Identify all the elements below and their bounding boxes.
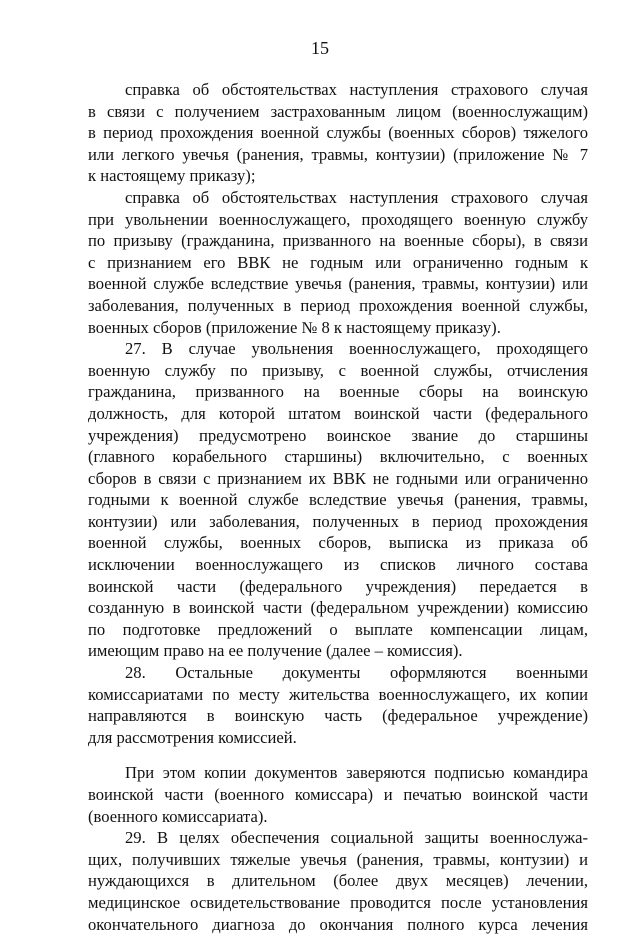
page-number: 15 <box>311 38 329 58</box>
text-line: контузии) или заболевания, полученных в период прохождения <box>88 511 588 531</box>
text-line: (главного корабельного старшины) включительно, с военных <box>88 447 588 467</box>
text-line: или легкого увечья (ранения, травмы, контузии) (приложение № 7 <box>88 144 588 164</box>
text-line: к настоящему приказу); <box>88 166 256 186</box>
paragraph-28-note <box>88 762 588 827</box>
text-line: имеющим право на ее получение (далее – комиссия). <box>88 641 463 661</box>
text-line: военной службе вследствие увечья (ранения, травмы, контузии) или <box>88 274 588 294</box>
document-body <box>88 79 588 935</box>
text-line: направляются в воинскую часть (федеральное учреждение) <box>88 706 588 726</box>
text-line: сборов в связи с признанием их ВВК не годными или ограниченно <box>88 468 588 488</box>
text-line: справка об обстоятельствах наступления страхового случая <box>125 80 588 99</box>
text-line: нуждающихся в длительном (более двух месяцев) лечении, <box>88 871 588 891</box>
text-line: годными к военной службе вследствие увечья (ранения, травмы, <box>88 490 588 510</box>
text-line: окончательного диагноза до окончания полного курса лечения <box>88 914 588 934</box>
text-line: 29. В целях обеспечения социальной защиты военнослужа- <box>125 828 588 848</box>
text-line: заболевания, полученных в период прохождения военной службы, <box>88 295 588 315</box>
text-line: гражданина, призванного на военные сборы на воинскую <box>88 382 588 402</box>
paragraph-certificate-discharge <box>88 187 588 338</box>
text-line: справка об обстоятельствах наступления страхового случая <box>125 187 588 207</box>
text-line: в связи с получением застрахованным лицом (военнослужащим) <box>88 101 588 121</box>
text-line: с признанием его ВВК не годным или ограниченно годным к <box>88 252 588 272</box>
text-line: учреждения) предусмотрено воинское звание до старшины <box>88 425 588 445</box>
text-line: медицинское освидетельствование проводится после установления <box>88 892 588 912</box>
text-line: для рассмотрения комиссией. <box>88 727 297 747</box>
paragraph-28 <box>88 662 588 748</box>
text-line: 28. Остальные документы оформляются военными <box>125 663 588 683</box>
text-line: 27. В случае увольнения военнослужащего, проходящего <box>125 339 588 359</box>
text-line: созданную в воинской части (федеральном учреждении) комиссию <box>88 598 588 618</box>
text-line: в период прохождения военной службы (военных сборов) тяжелого <box>88 123 588 143</box>
text-line: по подготовке предложений о выплате компенсации лицам, <box>88 619 588 639</box>
paragraph-spacer <box>88 748 588 762</box>
text-line: воинской части (военного комиссара) и печатью воинской части <box>88 785 588 804</box>
paragraph-certificate-injury <box>88 79 588 187</box>
text-line: исключении военнослужащего из списков личного состава <box>88 555 588 575</box>
text-line: военных сборов (приложение № 8 к настоящему приказу). <box>88 317 501 337</box>
paragraph-29 <box>88 827 588 935</box>
text-line: (военного комиссариата). <box>88 806 268 826</box>
paragraph-27 <box>88 338 588 662</box>
text-line: воинской части (федерального учреждения) передается в <box>88 576 588 596</box>
text-line: при увольнении военнослужащего, проходящего военную службу <box>88 209 588 229</box>
text-line: должность, для которой штатом воинской части (федерального <box>88 403 588 423</box>
text-line: по призыву (гражданина, призванного на военные сборы), в связи <box>88 231 588 251</box>
text-line: военную службу по призыву, с военной службы, отчисления <box>88 360 588 380</box>
text-line: комиссариатами по месту жительства военнослужащего, их копии <box>88 684 588 704</box>
text-line: щих, получивших тяжелые увечья (ранения, травмы, контузии) и <box>88 849 588 869</box>
text-line: военной службы, военных сборов, выписка из приказа об <box>88 533 588 553</box>
text-line: При этом копии документов заверяются подписью командира <box>125 763 588 783</box>
